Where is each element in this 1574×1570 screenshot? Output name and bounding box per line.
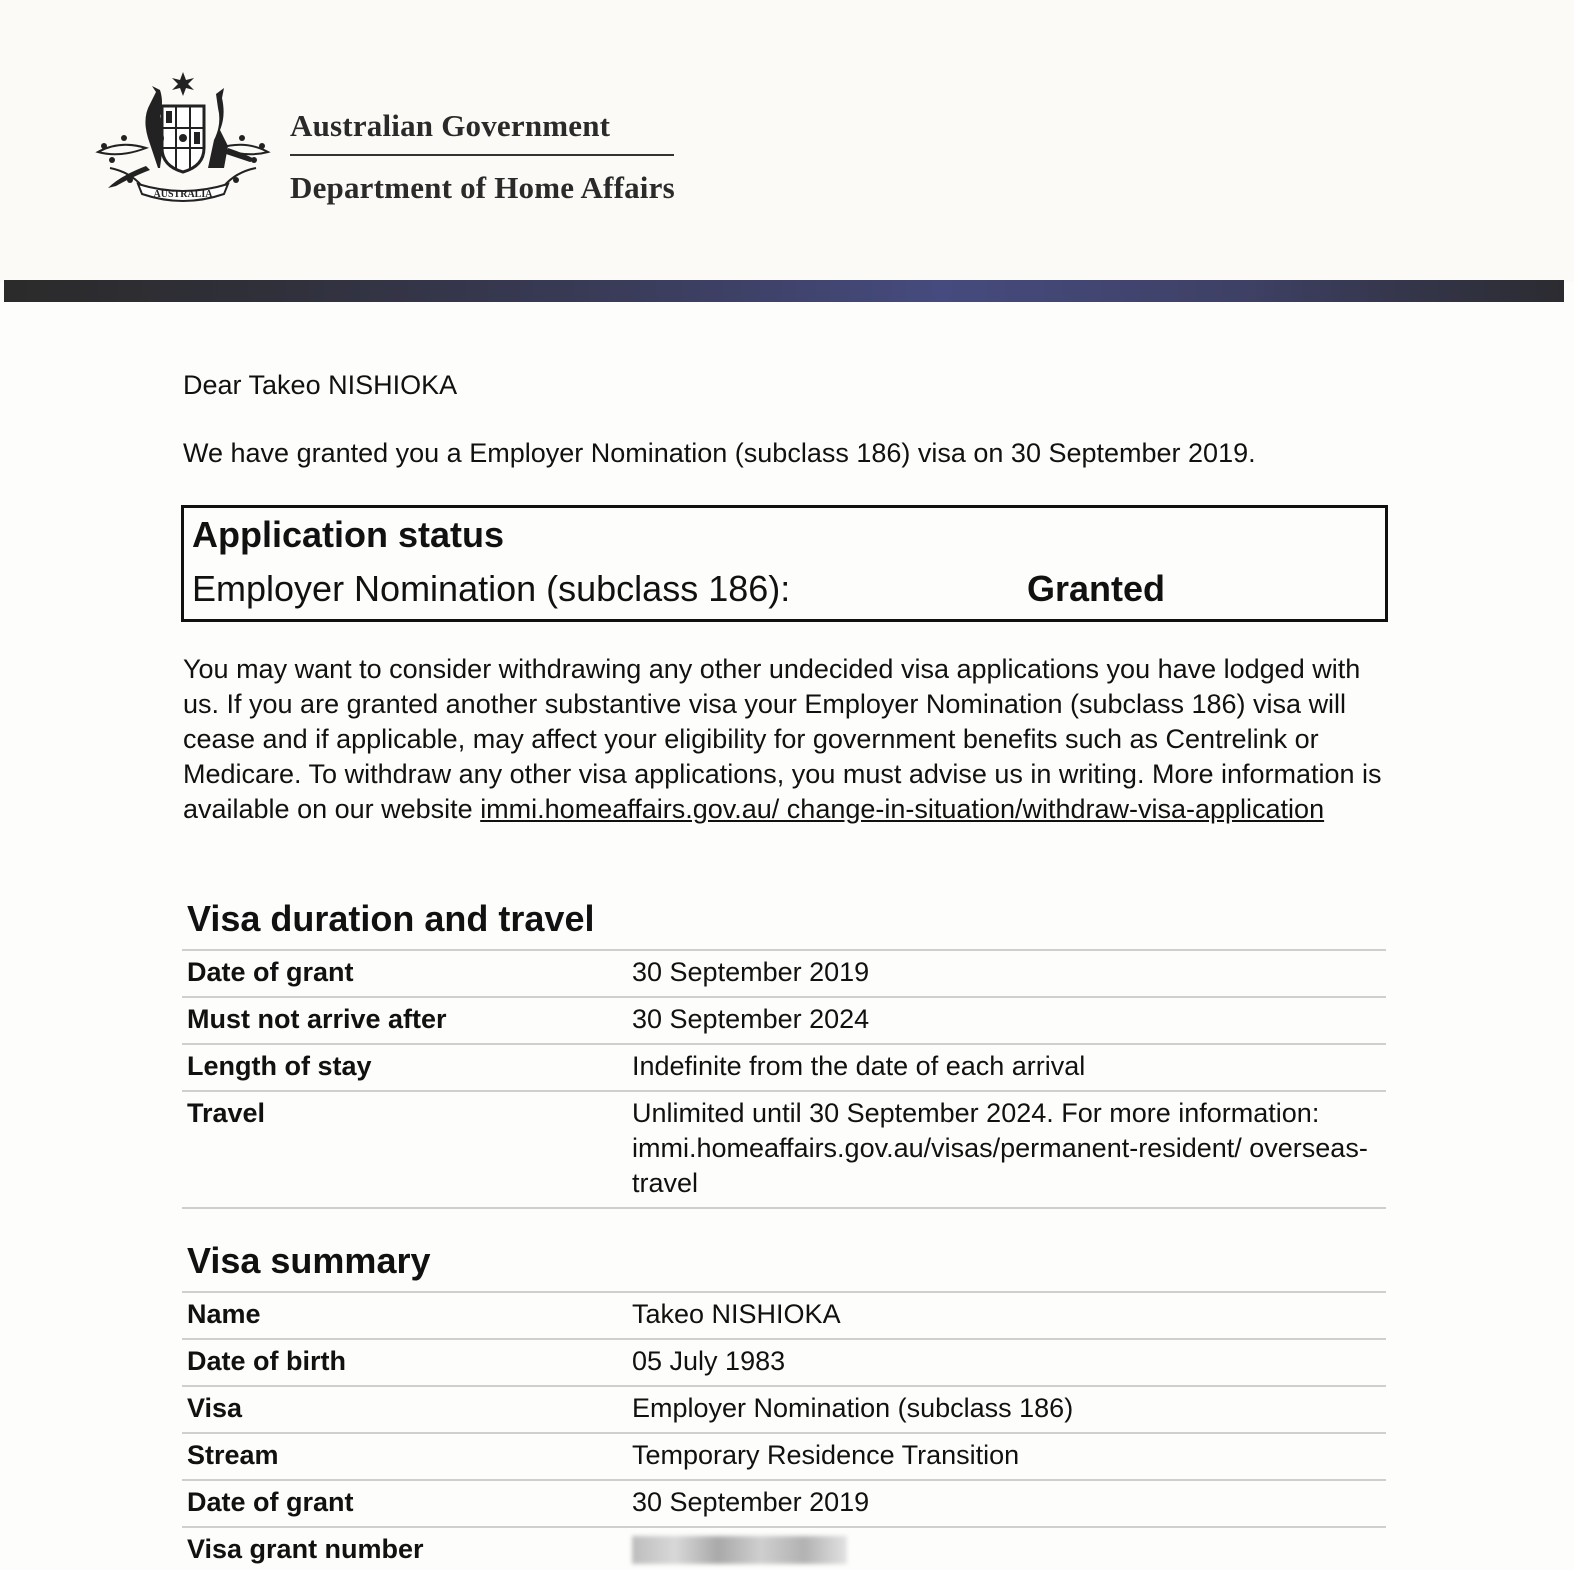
row-label: Travel xyxy=(182,1091,627,1208)
row-value xyxy=(627,1527,1386,1570)
application-status-value: Granted xyxy=(1027,568,1166,609)
table-row xyxy=(182,1091,1386,1208)
row-value: Unlimited until 30 September 2024. For more information: immi.homeaffairs.gov.au/visas/permanent-resident/ overseas-travel xyxy=(627,1091,1386,1208)
government-name: Australian Government xyxy=(290,108,611,143)
table-row xyxy=(182,1433,1386,1480)
row-label: Date of birth xyxy=(182,1339,627,1386)
table-row xyxy=(182,997,1386,1044)
visa-summary-title: Visa summary xyxy=(187,1240,431,1281)
row-label: Visa grant number xyxy=(182,1527,627,1570)
table-row xyxy=(182,1527,1386,1570)
department-name: Department of Home Affairs xyxy=(290,170,675,205)
withdraw-advice-text: You may want to consider withdrawing any other undecided visa applications you have lodged with us. If you are granted another substantive visa your Employer Nomination (subclass 186) visa will cease and if applicable, may affect your eligibility for government benefits such as Centrelink or Medicare. To withdraw any other visa applications, you must advise us in writing. More information is available on our website xyxy=(183,654,1382,824)
row-value: 30 September 2019 xyxy=(627,950,1386,997)
table-row xyxy=(182,1044,1386,1091)
row-value: 05 July 1983 xyxy=(627,1339,1386,1386)
table-row xyxy=(182,1480,1386,1527)
coat-of-arms-icon xyxy=(90,68,276,208)
row-label: Length of stay xyxy=(182,1044,627,1091)
row-label: Stream xyxy=(182,1433,627,1480)
row-label: Date of grant xyxy=(182,1480,627,1527)
header-divider xyxy=(290,154,674,156)
row-value: Takeo NISHIOKA xyxy=(627,1292,1386,1339)
row-value: Indefinite from the date of each arrival xyxy=(627,1044,1386,1091)
withdraw-info-link[interactable]: immi.homeaffairs.gov.au/ change-in-situation/withdraw-visa-application xyxy=(480,794,1325,824)
grant-intro: We have granted you a Employer Nomination (subclass 186) visa on 30 September 2019. xyxy=(183,438,1256,468)
header-band xyxy=(4,280,1564,302)
withdraw-advice xyxy=(183,652,1383,827)
letterhead xyxy=(0,0,1574,282)
row-value: Temporary Residence Transition xyxy=(627,1433,1386,1480)
table-row xyxy=(182,1386,1386,1433)
row-label: Must not arrive after xyxy=(182,997,627,1044)
row-value: 30 September 2019 xyxy=(627,1480,1386,1527)
visa-duration-title: Visa duration and travel xyxy=(187,898,595,939)
application-status-title: Application status xyxy=(192,514,505,555)
visa-summary-table xyxy=(182,1291,1386,1570)
application-status-box xyxy=(181,505,1388,622)
redacted-grant-number xyxy=(632,1536,847,1564)
row-label: Date of grant xyxy=(182,950,627,997)
crest-motto: AUSTRALIA xyxy=(153,189,213,200)
salutation: Dear Takeo NISHIOKA xyxy=(183,370,458,400)
table-row xyxy=(182,1339,1386,1386)
table-row xyxy=(182,1292,1386,1339)
visa-duration-table xyxy=(182,949,1386,1209)
table-row xyxy=(182,950,1386,997)
row-label: Name xyxy=(182,1292,627,1339)
application-status-label: Employer Nomination (subclass 186): xyxy=(192,568,791,609)
row-value: Employer Nomination (subclass 186) xyxy=(627,1386,1386,1433)
row-label: Visa xyxy=(182,1386,627,1433)
row-value: 30 September 2024 xyxy=(627,997,1386,1044)
